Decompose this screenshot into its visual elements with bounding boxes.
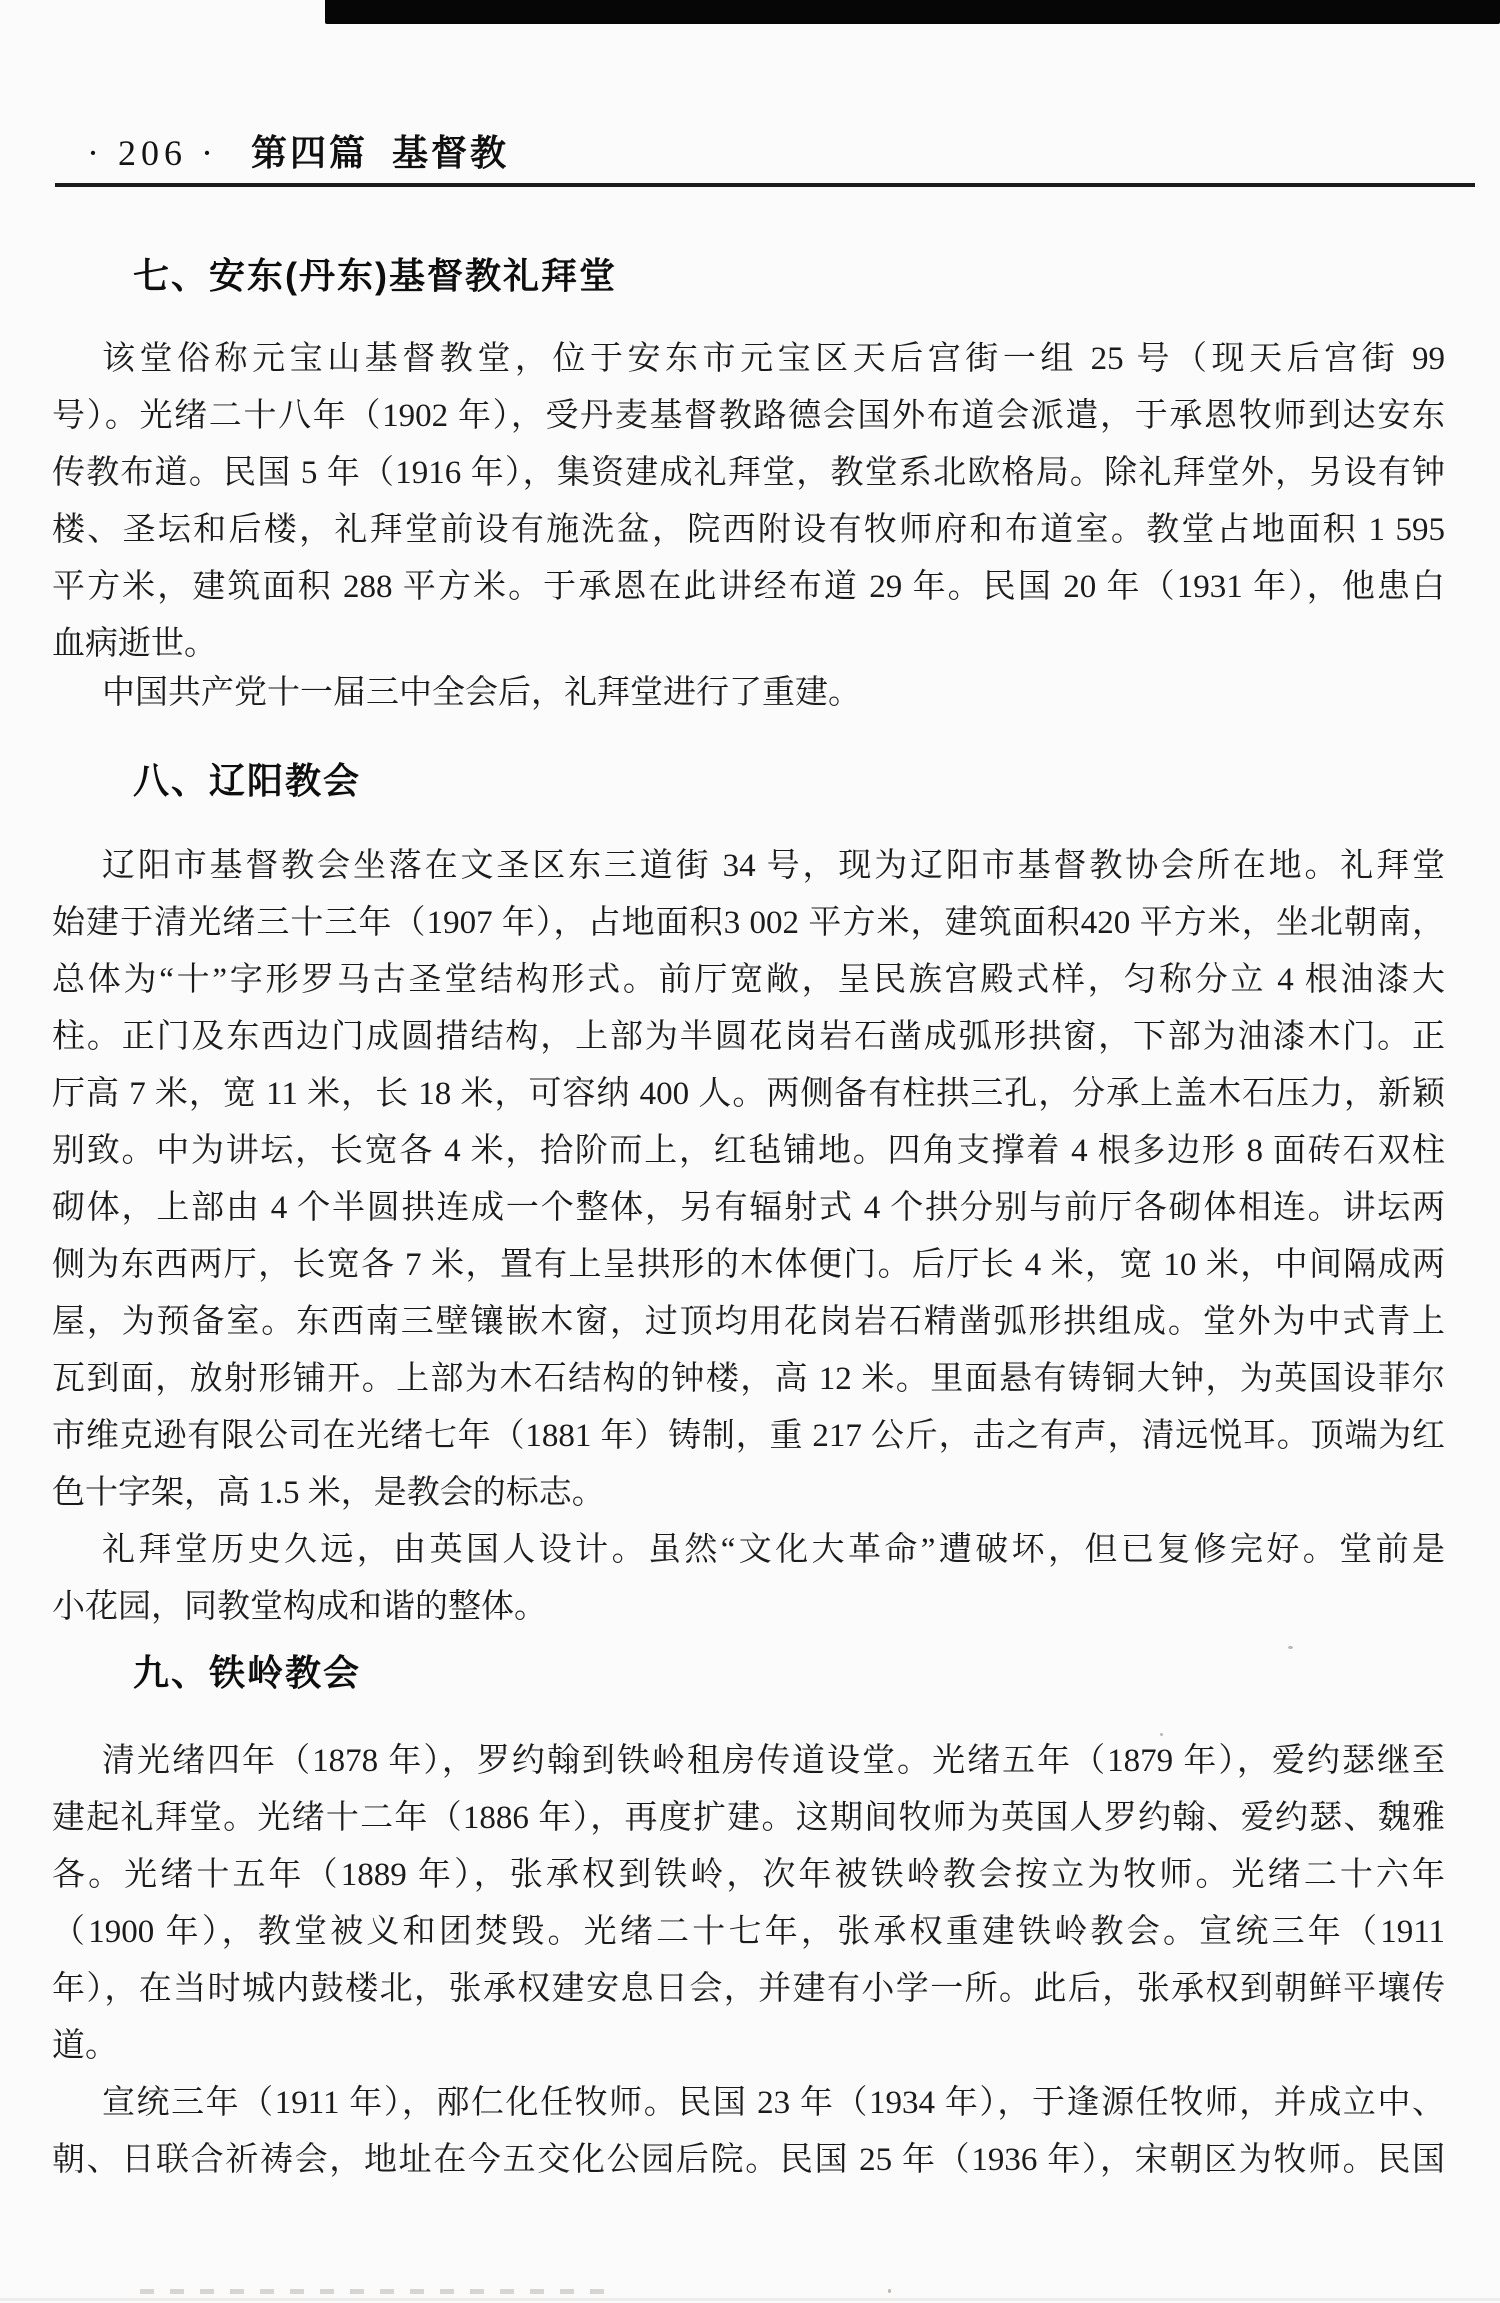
scan-speck <box>1160 1733 1163 1736</box>
text-line: 市维克逊有限公司在光绪七年（1881 年）铸制，重 217 公斤，击之有声，清远悦耳。顶端为红 <box>52 1418 1445 1454</box>
paragraph <box>52 1522 1445 1636</box>
running-header <box>52 131 1445 175</box>
text-line: 楼、圣坛和后楼，礼拜堂前设有施洗盆，院西附设有牧师府和布道室。教堂占地面积 1 595 <box>52 512 1445 548</box>
page-number: · 206 · <box>87 133 218 173</box>
paragraph <box>52 1733 1445 2075</box>
text-line: 传教布道。民国 5 年（1916 年），集资建成礼拜堂，教堂系北欧格局。除礼拜堂外，另设有钟 <box>52 455 1445 491</box>
text-line: 礼拜堂历史久远，由英国人设计。虽然“文化大革命”遭破坏，但已复修完好。堂前是 <box>102 1532 1445 1568</box>
part-subject: 基督教 <box>392 132 510 173</box>
part-title: 第四篇 <box>250 132 368 173</box>
text-line: 瓦到面，放射形铺开。上部为木石结构的钟楼，高 12 米。里面悬有铸铜大钟，为英国设菲尔 <box>52 1361 1445 1397</box>
text-line: 砌体，上部由 4 个半圆拱连成一个整体，另有辐射式 4 个拱分别与前厅各砌体相连。讲坛两 <box>52 1190 1445 1226</box>
text-line: 号）。光绪二十八年（1902 年），受丹麦基督教路德会国外布道会派遣，于承恩牧师到达安东 <box>52 398 1445 434</box>
text-line: 别致。中为讲坛，长宽各 4 米，拾阶而上，红毡铺地。四角支撑着 4 根多边形 8 面砖石双柱 <box>52 1133 1446 1169</box>
text-line: 色十字架，高 1.5 米，是教会的标志。 <box>52 1475 605 1511</box>
text-line: 中国共产党十一届三中全会后，礼拜堂进行了重建。 <box>102 675 861 711</box>
text-line: 小花园，同教堂构成和谐的整体。 <box>52 1589 547 1625</box>
text-line: 建起礼拜堂。光绪十二年（1886 年），再度扩建。这期间牧师为英国人罗约翰、爱约瑟、魏雅 <box>52 1800 1445 1836</box>
text-line: 平方米，建筑面积 288 平方米。于承恩在此讲经布道 29 年。民国 20 年（1931 年），他患白 <box>52 569 1445 605</box>
text-line: 厅高 7 米，宽 11 米，长 18 米，可容纳 400 人。两侧备有柱拱三孔，分承上盖木石压力，新颖 <box>52 1076 1445 1112</box>
text-line: 道。 <box>52 2028 118 2064</box>
text-line: （1900 年），教堂被义和团焚毁。光绪二十七年，张承权重建铁岭教会。宣统三年（1911 <box>52 1914 1445 1950</box>
scan-artifact-bottom-edge <box>0 2298 1500 2301</box>
text-line: 侧为东西两厅，长宽各 7 米，置有上呈拱形的木体便门。后厅长 4 米，宽 10 米，中间隔成两 <box>52 1247 1445 1283</box>
text-line: 辽阳市基督教会坐落在文圣区东三道街 34 号，现为辽阳市基督教协会所在地。礼拜堂 <box>102 848 1445 884</box>
paragraph <box>52 331 1445 673</box>
paragraph <box>52 665 1445 722</box>
text-line: 屋，为预备室。东西南三壁镶嵌木窗，过顶均用花岗岩石精凿弧形拱组成。堂外为中式青上 <box>52 1304 1445 1340</box>
paragraph <box>52 2075 1445 2189</box>
text-line: 血病逝世。 <box>52 626 217 662</box>
text-line: 清光绪四年（1878 年），罗约翰到铁岭租房传道设堂。光绪五年（1879 年），爱约瑟继至 <box>102 1743 1445 1779</box>
section-heading-9: 九、铁岭教会 <box>133 1652 362 1693</box>
text-line: 朝、日联合祈祷会，地址在今五交化公园后院。民国 25 年（1936 年），宋朝区为牧师。民国 <box>52 2142 1445 2178</box>
header-rule <box>55 183 1475 187</box>
text-line: 始建于清光绪三十三年（1907 年），占地面积3 002 平方米，建筑面积420 平方米，坐北朝南， <box>52 905 1445 941</box>
paragraph <box>52 838 1445 1522</box>
text-line: 该堂俗称元宝山基督教堂，位于安东市元宝区天后宫街一组 25 号（现天后宫街 99 <box>102 341 1446 377</box>
scan-speck <box>1288 1646 1293 1649</box>
text-line: 年），在当时城内鼓楼北，张承权建安息日会，并建有小学一所。此后，张承权到朝鲜平壤传 <box>52 1971 1445 2007</box>
text-line: 各。光绪十五年（1889 年），张承权到铁岭，次年被铁岭教会按立为牧师。光绪二十六年 <box>52 1857 1445 1893</box>
scan-artifact-cutoff-text <box>140 2289 620 2294</box>
section-heading-8: 八、辽阳教会 <box>133 760 362 801</box>
scan-artifact-top-bar <box>325 0 1500 24</box>
text-line: 宣统三年（1911 年），邴仁化任牧师。民国 23 年（1934 年），于逢源任牧师，并成立中、 <box>102 2085 1445 2121</box>
scan-speck <box>888 2289 891 2293</box>
text-line: 总体为“十”字形罗马古圣堂结构形式。前厅宽敞，呈民族宫殿式样，匀称分立 4 根油漆大 <box>52 962 1445 998</box>
section-heading-7: 七、安东(丹东)基督教礼拜堂 <box>133 255 617 296</box>
text-line: 柱。正门及东西边门成圆措结构，上部为半圆花岗岩石凿成弧形拱窗，下部为油漆木门。正 <box>52 1019 1445 1055</box>
